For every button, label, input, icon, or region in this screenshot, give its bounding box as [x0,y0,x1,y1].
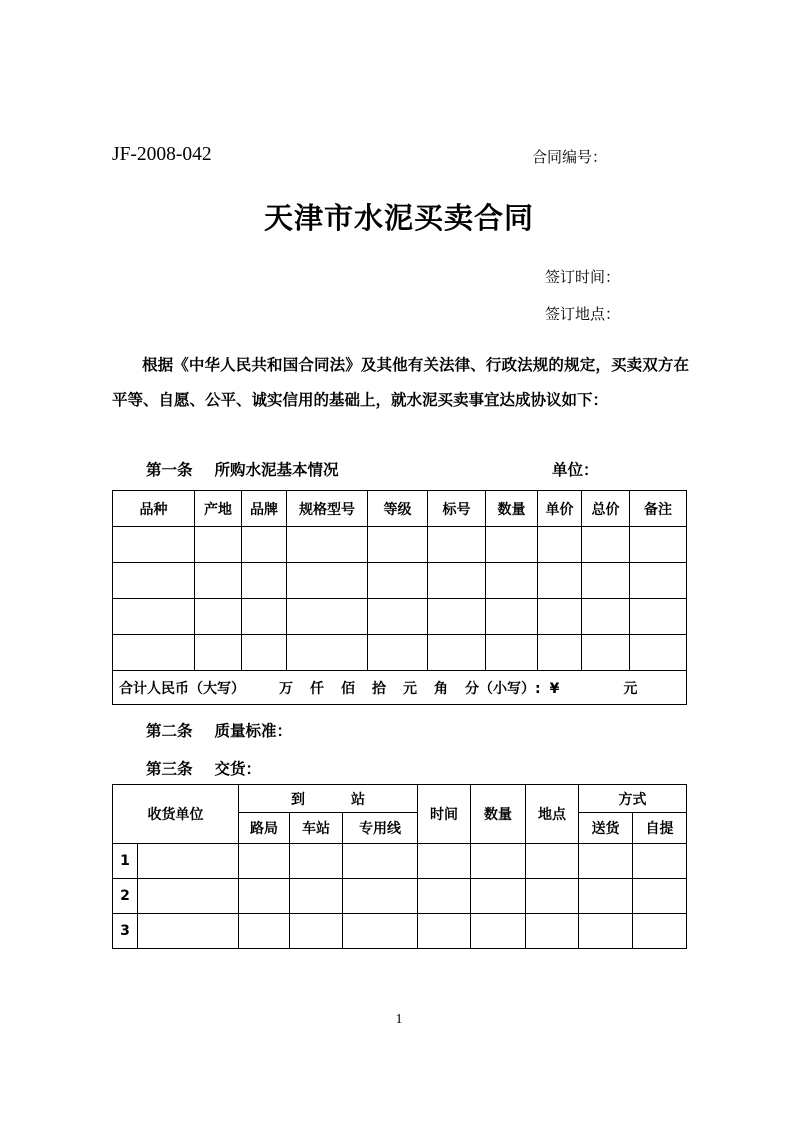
cell-self-pickup[interactable] [633,879,687,914]
goods-cell[interactable] [486,599,538,635]
header-quantity: 数量 [471,785,526,844]
goods-cell[interactable] [538,527,582,563]
total-unit-wan: 万 [279,680,293,697]
total-label: 合计人民币（大写） [119,680,245,697]
cell-railway[interactable] [239,844,290,879]
cell-self-pickup[interactable] [633,844,687,879]
row-number: 1 [113,844,138,879]
goods-header-cell: 标号 [428,491,486,527]
total-unit-yuan: 元 [403,680,417,697]
goods-table-header-row [113,491,687,527]
goods-cell[interactable] [538,599,582,635]
goods-cell[interactable] [428,599,486,635]
header-method-group: 方式 [579,785,687,813]
goods-cell[interactable] [368,563,428,599]
header-receiver: 收货单位 [113,785,239,844]
total-unit-bai: 佰 [341,680,355,697]
cell-deliver[interactable] [579,844,633,879]
cell-time[interactable] [418,879,471,914]
goods-cell[interactable] [113,599,195,635]
goods-cell[interactable] [242,527,287,563]
preamble-paragraph: 根据《中华人民共和国合同法》及其他有关法律、行政法规的规定，买卖双方在平等、自愿、公平、诚实信用的基础上，就水泥买卖事宜达成协议如下： [112,356,689,409]
goods-cell[interactable] [113,635,195,671]
cell-place[interactable] [526,914,579,949]
goods-cell[interactable] [428,527,486,563]
clause-3-heading [146,757,261,779]
goods-cell[interactable] [368,599,428,635]
cell-time[interactable] [418,844,471,879]
contract-number-label: 合同编号： [532,148,608,166]
total-yuan-suffix: 元 [623,680,638,697]
clause-1-title: 所购水泥基本情况 [214,461,339,479]
goods-header-cell: 品牌 [242,491,287,527]
header-deliver: 送货 [579,813,633,844]
unit-label: 单位： [552,461,599,479]
header-station-group-label-1: 到 [291,791,305,808]
cell-place[interactable] [526,879,579,914]
cell-quantity[interactable] [471,914,526,949]
goods-table-row [113,599,687,635]
goods-cell[interactable] [287,563,368,599]
total-amount-cell[interactable] [113,671,687,705]
clause-2-heading [146,719,292,741]
goods-header-cell: 规格型号 [287,491,368,527]
cell-deliver[interactable] [579,879,633,914]
clause-2-number: 第二条 [146,722,193,740]
delivery-table-row [113,844,687,879]
total-unit-fen: 分 [465,680,479,697]
goods-cell[interactable] [242,563,287,599]
goods-cell[interactable] [582,563,630,599]
goods-cell[interactable] [486,635,538,671]
cell-special-line[interactable] [343,844,418,879]
header-time: 时间 [418,785,471,844]
clause-1-number: 第一条 [146,461,193,479]
goods-header-cell: 单价 [538,491,582,527]
goods-cell[interactable] [582,527,630,563]
goods-cell[interactable] [242,599,287,635]
row-number: 3 [113,914,138,949]
header-place: 地点 [526,785,579,844]
goods-header-cell: 等级 [368,491,428,527]
goods-cell[interactable] [368,635,428,671]
goods-cell[interactable] [287,527,368,563]
page-title: 天津市水泥买卖合同 [263,201,534,235]
header-station-group [239,785,418,813]
goods-table [112,490,687,705]
cell-special-line[interactable] [343,914,418,949]
clause-1-heading [146,458,339,480]
cell-place[interactable] [526,844,579,879]
goods-cell[interactable] [195,563,242,599]
goods-header-cell: 数量 [486,491,538,527]
header-station: 车站 [290,813,343,844]
total-lowercase-label: （小写）: [479,680,541,697]
cell-station[interactable] [290,914,343,949]
goods-cell[interactable] [630,563,687,599]
goods-cell[interactable] [195,599,242,635]
goods-cell[interactable] [582,635,630,671]
cell-deliver[interactable] [579,914,633,949]
clause-3-number: 第三条 [146,760,193,778]
goods-cell[interactable] [368,527,428,563]
goods-header-cell: 产地 [195,491,242,527]
goods-table-total-row [113,671,687,705]
goods-cell[interactable] [538,635,582,671]
cell-receiver[interactable] [138,844,239,879]
sign-time-label: 签订时间： [544,268,620,286]
delivery-header-row-top [113,785,687,813]
goods-cell[interactable] [486,527,538,563]
goods-cell[interactable] [195,635,242,671]
goods-cell[interactable] [113,527,195,563]
goods-cell[interactable] [287,599,368,635]
goods-header-cell: 品种 [113,491,195,527]
row-number: 2 [113,879,138,914]
document-body [112,0,689,1122]
header-railway: 路局 [239,813,290,844]
goods-cell[interactable] [195,527,242,563]
cell-quantity[interactable] [471,844,526,879]
document-header-row [112,144,686,172]
goods-cell[interactable] [287,635,368,671]
currency-symbol: ¥ [549,680,560,697]
cell-self-pickup[interactable] [633,914,687,949]
cell-station[interactable] [290,879,343,914]
delivery-table-row [113,879,687,914]
goods-cell[interactable] [113,563,195,599]
cell-railway[interactable] [239,879,290,914]
goods-table-row [113,527,687,563]
header-station-group-label-2: 站 [351,791,365,808]
goods-table-row [113,635,687,671]
delivery-table-row [113,914,687,949]
cell-receiver[interactable] [138,879,239,914]
goods-table-row [113,563,687,599]
page-number: 1 [395,1012,403,1027]
cell-time[interactable] [418,914,471,949]
goods-cell[interactable] [242,635,287,671]
sign-place-label: 签订地点： [544,305,620,323]
cell-receiver[interactable] [138,914,239,949]
clause-2-title: 质量标准： [214,722,293,740]
goods-cell[interactable] [630,527,687,563]
delivery-table [112,784,687,949]
header-special-line: 专用线 [343,813,418,844]
goods-cell[interactable] [582,599,630,635]
goods-cell[interactable] [630,635,687,671]
cell-special-line[interactable] [343,879,418,914]
goods-header-cell: 备注 [630,491,687,527]
document-code: JF-2008-042 [112,144,212,165]
goods-cell[interactable] [538,563,582,599]
total-unit-jiao: 角 [434,680,448,697]
cell-railway[interactable] [239,914,290,949]
goods-cell[interactable] [486,563,538,599]
total-unit-qian: 仟 [310,680,324,697]
goods-header-cell: 总价 [582,491,630,527]
cell-station[interactable] [290,844,343,879]
goods-cell[interactable] [428,563,486,599]
goods-cell[interactable] [428,635,486,671]
header-self-pickup: 自提 [633,813,687,844]
total-unit-shi: 拾 [372,680,386,697]
clause-3-title: 交货： [214,760,262,778]
cell-quantity[interactable] [471,879,526,914]
goods-cell[interactable] [630,599,687,635]
